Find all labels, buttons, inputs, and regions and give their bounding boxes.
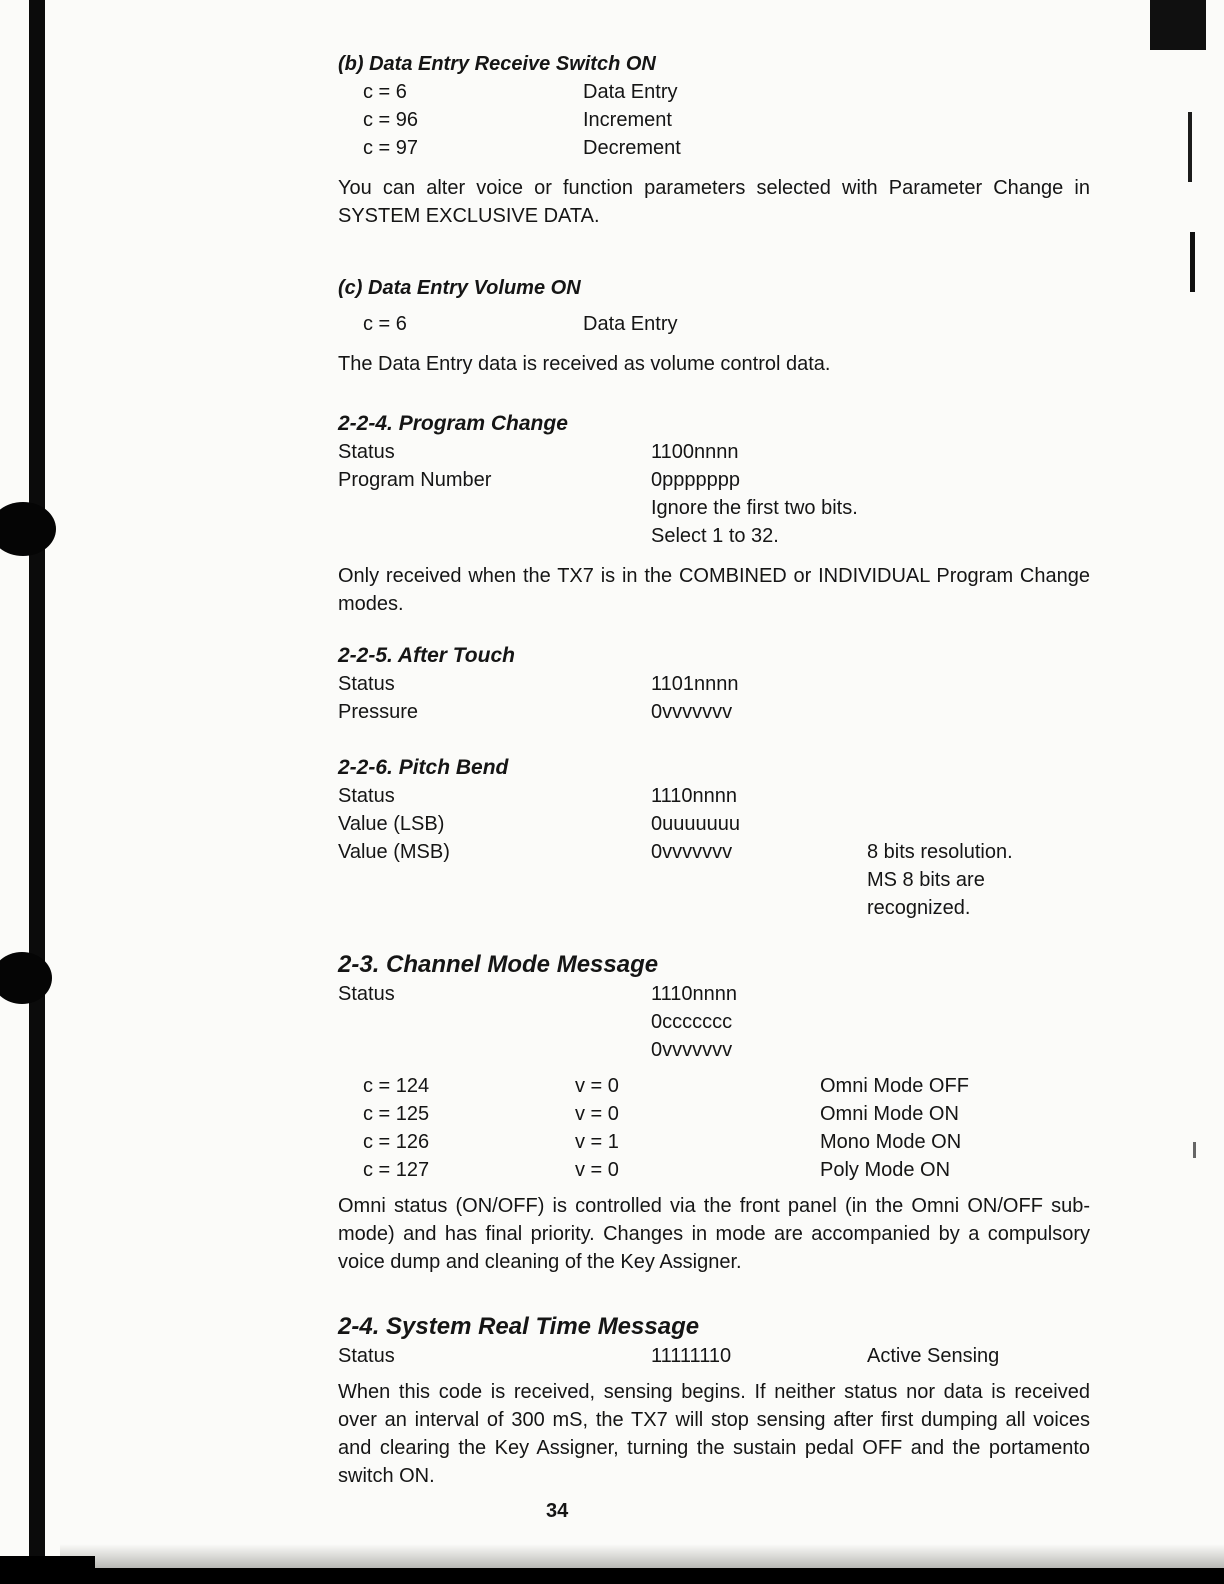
section-24-heading: 2-4. System Real Time Message [338,1313,700,1340]
scan-corner-mark [1150,0,1206,50]
row-note: 8 bits resolution. [867,841,1013,863]
mode-table-row [338,1072,1090,1100]
mode-c-value: c = 127 [363,1159,430,1181]
row-value: 0vvvvvvv [651,1039,733,1061]
mode-description: Omni Mode OFF [820,1075,969,1097]
data-row [338,310,1090,338]
mode-v-value: v = 0 [575,1103,619,1125]
row-value: 0ccccccc [651,1011,733,1033]
data-row [338,78,1090,106]
row-label: Value (MSB) [338,841,450,863]
row-value: 11111110 [651,1345,732,1367]
page-number: 34 [546,1500,569,1522]
row-value: 1100nnnn [651,441,739,463]
row-note [867,782,1090,810]
section-24-paragraph: When this code is received, sensing begins. If neither status nor data is received over an interval of 300 mS, the TX7 will stop sensing after first dumping all voices and clearing the Key Assigner, turning the sustain pedal OFF and the portamento switch ON. [338,1381,1090,1487]
section-226-heading: 2-2-6. Pitch Bend [338,756,509,779]
row-value: Increment [583,109,672,131]
mode-table-row [338,1128,1090,1156]
row-value: 0vvvvvvv [651,841,733,863]
row-label: Status [338,785,395,807]
row-value: 0uuuuuuu [651,813,740,835]
data-row [338,1008,1090,1036]
row-label [338,1036,651,1064]
row-label: Value (LSB) [338,813,445,835]
row-value: Decrement [583,137,681,159]
row-label: Status [338,441,395,463]
section-224-heading: 2-2-4. Program Change [338,412,568,435]
row-value: Select 1 to 32. [651,525,779,547]
scan-bottom-shadow [60,1544,1224,1568]
row-label: c = 97 [363,137,419,159]
row-label: c = 96 [363,109,419,131]
data-row [338,838,1090,866]
row-note [867,810,1090,838]
row-label: c = 6 [363,81,407,103]
page-content [338,50,1090,1490]
row-note: recognized. [867,897,971,919]
row-note: MS 8 bits are [867,869,985,891]
row-label: c = 6 [363,313,407,335]
row-value: 1110nnnn [651,983,738,1005]
row-note: Active Sensing [867,1345,1000,1367]
row-label: Status [338,983,395,1005]
section-225-heading: 2-2-5. After Touch [338,644,515,667]
row-label: Program Number [338,469,492,491]
row-value: Data Entry [583,313,678,335]
binding-hole-top [0,502,56,556]
mode-v-value: v = 1 [575,1131,619,1153]
section-23-paragraph: Omni status (ON/OFF) is controlled via the front panel (in the Omni ON/OFF sub-mode) and has final priority. Changes in mode are accompanied by a compulsory voice dump and cleaning of the Key Assigner. [338,1195,1090,1273]
data-row [338,810,1090,838]
mode-description: Omni Mode ON [820,1103,959,1125]
row-label: Status [338,673,395,695]
data-row [338,134,1090,162]
scan-bottom-edge [0,1568,1224,1584]
data-row [338,980,1090,1008]
mode-description: Poly Mode ON [820,1159,951,1181]
mode-description: Mono Mode ON [820,1131,962,1153]
scan-edge-mark-1 [1188,112,1192,182]
data-row [338,894,1090,922]
row-label [338,522,651,550]
row-label [338,1008,651,1036]
row-label: Pressure [338,701,419,723]
section-23-heading: 2-3. Channel Mode Message [338,951,659,978]
row-value: 0vvvvvvv [651,701,733,723]
data-row [338,1036,1090,1064]
row-value: Ignore the first two bits. [651,497,858,519]
mode-v-value: v = 0 [575,1159,619,1181]
data-row [338,438,1090,466]
mode-table-row [338,1156,1090,1184]
scan-binding-edge [29,0,45,1584]
row-label [338,866,651,894]
section-c-heading: (c) Data Entry Volume ON [338,277,581,299]
section-b-paragraph: You can alter voice or function parameters selected with Parameter Change in SYSTEM EXCLUSIVE DATA. [338,177,1090,227]
row-label [338,494,651,522]
data-row [338,466,1090,494]
data-row [338,494,1090,522]
mode-c-value: c = 125 [363,1103,430,1125]
mode-c-value: c = 124 [363,1075,430,1097]
section-224-paragraph: Only received when the TX7 is in the COMBINED or INDIVIDUAL Program Change modes. [338,565,1090,615]
data-row [338,866,1090,894]
row-value [651,866,867,894]
data-row [338,698,1090,726]
scan-edge-mark-3 [1193,1142,1196,1158]
mode-table-row [338,1100,1090,1128]
row-value: Data Entry [583,81,678,103]
data-row [338,106,1090,134]
row-value: 1110nnnn [651,785,738,807]
data-row [338,522,1090,550]
section-b-heading: (b) Data Entry Receive Switch ON [338,53,656,75]
data-row [338,670,1090,698]
row-value: 1101nnnn [651,673,739,695]
section-c-paragraph: The Data Entry data is received as volume control data. [338,353,831,375]
mode-v-value: v = 0 [575,1075,619,1097]
mode-c-value: c = 126 [363,1131,430,1153]
row-value [651,894,867,922]
row-label: Status [338,1345,395,1367]
row-label [338,894,651,922]
row-value: 0ppppppp [651,469,740,491]
scan-edge-mark-2 [1190,232,1195,292]
data-row [338,782,1090,810]
data-row [338,1342,1090,1370]
